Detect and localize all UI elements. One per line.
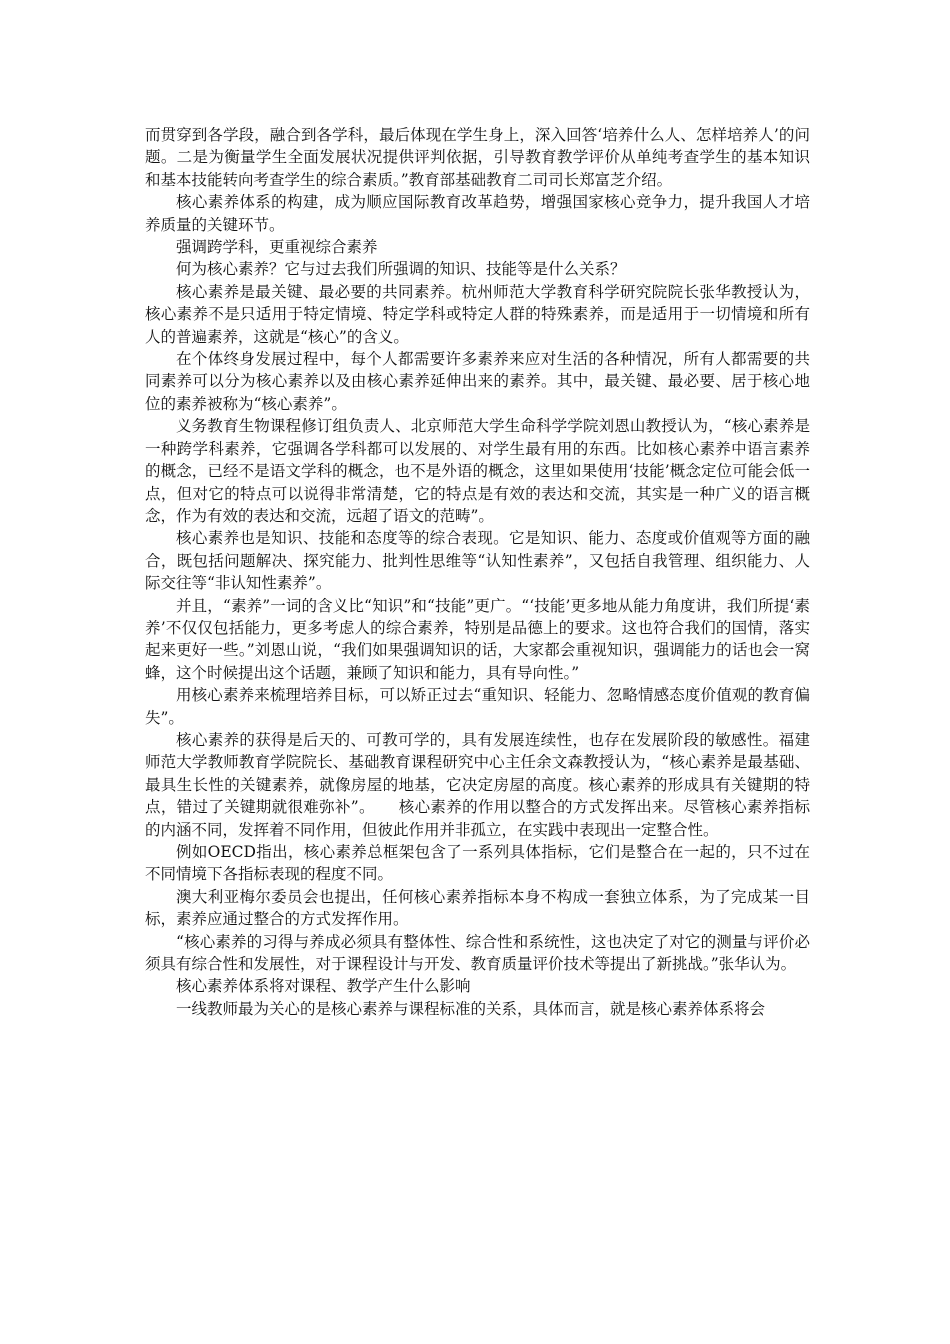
paragraph: 在个体终身发展过程中，每个人都需要许多素养来应对生活的各种情况，所有人都需要的共同素养可以分为核心素养以及由核心素养延伸出来的素养。其中，最关键、最必要、居于核心地位的素养被称为“核心素养”。 (145, 350, 810, 413)
paragraph: 并且，“素养”一词的含义比“知识”和“技能”更广。“‘技能’更多地从能力角度讲，我们所提‘素养’不仅仅包括能力，更多考虑人的综合素养，特别是品德上的要求。这也符合我们的国情，落实起来更好一些。”刘恩山说，“我们如果强调知识的话，大家都会重视知识，强调能力的话也会一窝蜂，这个时候提出这个话题，兼顾了知识和能力，具有导向性。” (145, 596, 810, 682)
paragraph: 澳大利亚梅尔委员会也提出，任何核心素养指标本身不构成一套独立体系，为了完成某一目标，素养应通过整合的方式发挥作用。 (145, 887, 810, 929)
paragraph: 一线教师最为关心的是核心素养与课程标准的关系，具体而言，就是核心素养体系将会 (176, 999, 766, 1018)
paragraph: 核心素养是最关键、最必要的共同素养。杭州师范大学教育科学研究院院长张华教授认为，核心素养不是只适用于特定情境、特定学科或特定人群的特殊素养，而是适用于一切情境和所有人的普遍素养，这就是“核心”的含义。 (145, 282, 810, 346)
paragraph: 用核心素养来梳理培养目标，可以矫正过去“重知识、轻能力、忽略情感态度价值观的教育偏失”。 (145, 686, 810, 727)
paragraph: 何为核心素养？它与过去我们所强调的知识、技能等是什么关系？ (176, 260, 626, 279)
paragraph: 核心素养体系的构建，成为顺应国际教育改革趋势，增强国家核心竞争力，提升我国人才培养质量的关键环节。 (145, 193, 810, 234)
paragraph: “核心素养的习得与养成必须具有整体性、综合性和系统性，这也决定了对它的测量与评价必须具有综合性和发展性，对于课程设计与开发、教育质量评价技术等提出了新挑战。”张华认为。 (145, 932, 810, 974)
paragraph: 例如OECD指出，核心素养总框架包含了一系列具体指标，它们是整合在一起的，只不过在不同情境下各指标表现的程度不同。 (145, 843, 810, 884)
paragraph: 核心素养的获得是后天的、可教可学的，具有发展连续性，也存在发展阶段的敏感性。福建师范大学教师教育学院院长、基础教育课程研究中心主任余文森教授认为，“核心素养是最基础、最具生长性的关键素养，就像房屋的地基，它决定房屋的高度。核心素养的形成具有关键期的特点，错过了关键期就很难弥补”。 核心素养的作用以整合的方式发挥出来。尽管核心素养指标的内涵不同，发挥着不同作用，但彼此作用并非孤立，在实践中表现出一定整合性。 (145, 730, 810, 839)
section-heading: 强调跨学科，更重视综合素养 (176, 238, 378, 257)
article-body (145, 124, 810, 1020)
paragraph: 核心素养也是知识、技能和态度等的综合表现。它是知识、能力、态度或价值观等方面的融合，既包括问题解决、探究能力、批判性思维等“认知性素养”，又包括自我管理、组织能力、人际交往等“非认知性素养”。 (145, 529, 810, 593)
paragraph: 义务教育生物课程修订组负责人、北京师范大学生命科学学院刘恩山教授认为，“核心素养是一种跨学科素养，它强调各学科都可以发展的、对学生最有用的东西。比如核心素养中语言素养的概念，已经不是语文学科的概念，也不是外语的概念，这里如果使用‘技能’概念定位可能会低一点，但对它的特点可以说得非常清楚，它的特点是有效的表达和交流，其实是一种广义的语言概念，作为有效的表达和交流，远超了语文的范畴”。 (145, 417, 810, 525)
section-heading: 核心素养体系将对课程、教学产生什么影响 (176, 977, 471, 996)
paragraph-continuation: 而贯穿到各学段，融合到各学科，最后体现在学生身上，深入回答‘培养什么人、怎样培养人’的问题。二是为衡量学生全面发展状况提供评判依据，引导教育教学评价从单纯考查学生的基本知识和基本技能转向考查学生的综合素质。”教育部基础教育二司司长郑富芝介绍。 (145, 126, 810, 189)
